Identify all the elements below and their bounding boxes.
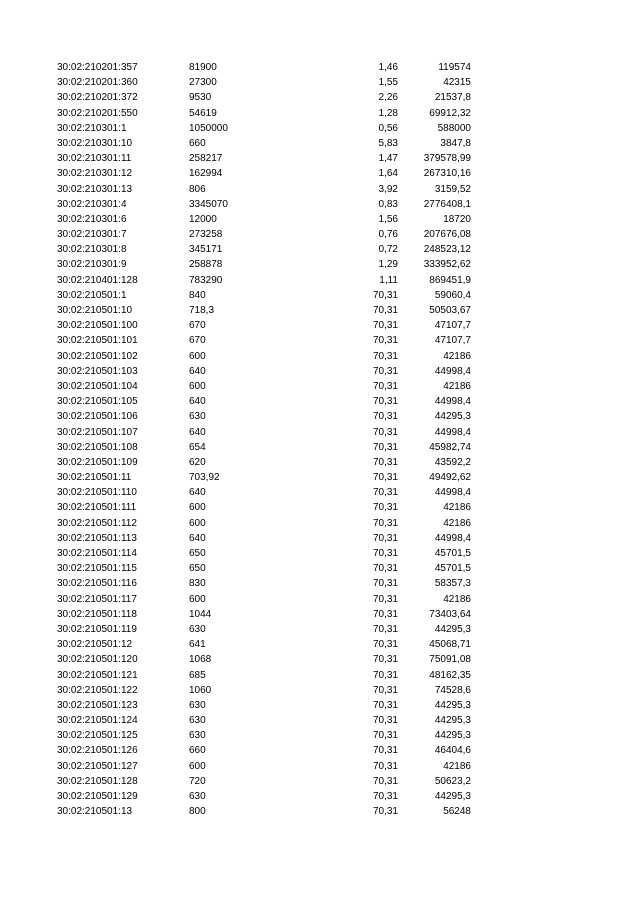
amount-cell: 59060,4: [434, 289, 471, 301]
rate-cell: 1,29: [378, 259, 398, 271]
data-table: [0, 60, 640, 819]
amount-cell: 44295,3: [434, 411, 471, 423]
cadastral-number-cell: 30:02:210201:357: [57, 62, 138, 73]
amount-cell: 50503,67: [429, 305, 471, 316]
table-row: [0, 728, 640, 743]
cadastral-number-cell: 30:02:210201:372: [57, 92, 138, 104]
quantity-cell: 685: [189, 669, 206, 681]
quantity-cell: 650: [189, 563, 206, 575]
quantity-cell: 600: [189, 517, 206, 529]
amount-cell: 42186: [443, 517, 471, 529]
table-row: [0, 500, 640, 515]
amount-cell: 47107,7: [434, 320, 471, 332]
rate-cell: 70,31: [372, 654, 398, 666]
cadastral-number-cell: 30:02:210501:13: [57, 806, 133, 818]
amount-cell: 42186: [443, 350, 471, 362]
cadastral-number-cell: 30:02:210501:129: [57, 791, 138, 802]
amount-cell: 58357,3: [434, 578, 471, 590]
quantity-cell: 630: [189, 715, 206, 727]
amount-cell: 248523,12: [423, 244, 471, 256]
quantity-cell: 670: [189, 335, 206, 347]
cadastral-number-cell: 30:02:210501:122: [57, 684, 138, 696]
table-row: [0, 789, 640, 804]
rate-cell: 70,31: [372, 320, 398, 332]
amount-cell: 44998,4: [434, 487, 471, 499]
amount-cell: 588000: [437, 122, 471, 134]
cadastral-number-cell: 30:02:210201:360: [57, 77, 138, 89]
rate-cell: 70,31: [372, 532, 398, 544]
rate-cell: 5,83: [378, 137, 398, 149]
quantity-cell: 162994: [189, 168, 223, 180]
rate-cell: 70,31: [372, 639, 398, 651]
table-row: [0, 516, 640, 531]
table-row: [0, 637, 640, 652]
cadastral-number-cell: 30:02:210501:112: [57, 517, 137, 529]
cadastral-number-cell: 30:02:210501:117: [57, 593, 137, 605]
rate-cell: 70,31: [372, 456, 398, 468]
rate-cell: 0,56: [378, 122, 398, 134]
table-row: [0, 804, 640, 819]
quantity-cell: 800: [189, 806, 206, 818]
amount-cell: 73403,64: [429, 608, 471, 620]
table-row: [0, 774, 640, 789]
table-row: [0, 166, 640, 181]
cadastral-number-cell: 30:02:210501:115: [57, 563, 137, 575]
cadastral-number-cell: 30:02:210501:127: [57, 760, 138, 772]
table-row: [0, 485, 640, 500]
quantity-cell: 258217: [189, 153, 223, 165]
cadastral-number-cell: 30:02:210301:6: [57, 213, 127, 225]
rate-cell: 70,31: [372, 502, 398, 514]
quantity-cell: 81900: [189, 62, 217, 73]
amount-cell: 3847,8: [440, 137, 471, 149]
table-row: [0, 106, 640, 121]
amount-cell: 45701,5: [434, 563, 471, 575]
cadastral-number-cell: 30:02:210501:119: [57, 623, 137, 635]
cadastral-number-cell: 30:02:210301:10: [57, 137, 133, 149]
rate-cell: 1,56: [378, 213, 398, 225]
cadastral-number-cell: 30:02:210501:103: [57, 365, 138, 377]
rate-cell: 70,31: [372, 775, 398, 787]
cadastral-number-cell: 30:02:210501:100: [57, 320, 138, 332]
quantity-cell: 1050000: [189, 122, 228, 134]
quantity-cell: 720: [189, 775, 206, 787]
rate-cell: 1,55: [378, 77, 398, 89]
cadastral-number-cell: 30:02:210501:118: [57, 608, 137, 620]
amount-cell: 75091,08: [429, 654, 471, 666]
table-row: [0, 561, 640, 576]
rate-cell: 70,31: [372, 517, 398, 529]
table-row: [0, 607, 640, 622]
amount-cell: 44998,4: [434, 365, 471, 377]
amount-cell: 44295,3: [434, 715, 471, 727]
amount-cell: 44998,4: [434, 426, 471, 438]
amount-cell: 42186: [443, 380, 471, 392]
table-row: [0, 668, 640, 683]
quantity-cell: 660: [189, 137, 206, 149]
rate-cell: 70,31: [372, 806, 398, 818]
rate-cell: 70,31: [372, 548, 398, 559]
cadastral-number-cell: 30:02:210501:110: [57, 487, 137, 499]
rate-cell: 2,26: [378, 92, 398, 104]
amount-cell: 18720: [443, 213, 471, 225]
cadastral-number-cell: 30:02:210501:1: [57, 289, 127, 301]
amount-cell: 45701,5: [434, 548, 471, 559]
cadastral-number-cell: 30:02:210501:104: [57, 380, 138, 392]
rate-cell: 70,31: [372, 487, 398, 499]
quantity-cell: 641: [189, 639, 206, 651]
amount-cell: 42186: [443, 502, 471, 514]
cadastral-number-cell: 30:02:210301:4: [57, 198, 127, 210]
cadastral-number-cell: 30:02:210501:121: [57, 669, 138, 681]
amount-cell: 43592,2: [434, 456, 471, 468]
table-row: [0, 440, 640, 455]
table-row: [0, 455, 640, 470]
rate-cell: 0,76: [378, 229, 398, 241]
cadastral-number-cell: 30:02:210501:125: [57, 730, 138, 742]
rate-cell: 70,31: [372, 563, 398, 575]
quantity-cell: 630: [189, 411, 206, 423]
quantity-cell: 345171: [189, 244, 223, 256]
cadastral-number-cell: 30:02:210501:10: [57, 305, 133, 316]
cadastral-number-cell: 30:02:210501:111: [57, 502, 137, 514]
table-row: [0, 90, 640, 105]
amount-cell: 56248: [443, 806, 471, 818]
cadastral-number-cell: 30:02:210501:123: [57, 699, 138, 711]
rate-cell: 3,92: [378, 183, 398, 195]
rate-cell: 0,72: [378, 244, 398, 256]
rate-cell: 70,31: [372, 365, 398, 377]
cadastral-number-cell: 30:02:210501:126: [57, 745, 138, 757]
amount-cell: 119574: [438, 62, 471, 73]
cadastral-number-cell: 30:02:210301:8: [57, 244, 127, 256]
table-row: [0, 197, 640, 212]
table-row: [0, 425, 640, 440]
quantity-cell: 620: [189, 456, 206, 468]
amount-cell: 333952,62: [423, 259, 471, 271]
quantity-cell: 600: [189, 502, 206, 514]
table-row: [0, 759, 640, 774]
quantity-cell: 600: [189, 760, 206, 772]
rate-cell: 70,31: [372, 411, 398, 423]
cadastral-number-cell: 30:02:210301:1: [57, 122, 127, 134]
cadastral-number-cell: 30:02:210201:550: [57, 107, 138, 119]
rate-cell: 70,31: [372, 593, 398, 605]
rate-cell: 70,31: [372, 623, 398, 635]
cadastral-number-cell: 30:02:210301:7: [57, 229, 127, 241]
quantity-cell: 654: [189, 441, 206, 453]
table-row: [0, 288, 640, 303]
amount-cell: 2776408,1: [423, 198, 471, 210]
table-row: [0, 652, 640, 667]
table-row: [0, 683, 640, 698]
rate-cell: 70,31: [372, 426, 398, 438]
amount-cell: 44295,3: [434, 730, 471, 742]
rate-cell: 70,31: [372, 396, 398, 408]
cadastral-number-cell: 30:02:210501:102: [57, 350, 138, 362]
quantity-cell: 3345070: [189, 198, 228, 210]
table-row: [0, 257, 640, 272]
amount-cell: 45982,74: [429, 441, 471, 453]
rate-cell: 70,31: [372, 745, 398, 757]
rate-cell: 1,11: [379, 274, 398, 286]
table-row: [0, 713, 640, 728]
table-row: [0, 470, 640, 485]
amount-cell: 49492,62: [429, 472, 471, 484]
rate-cell: 1,64: [378, 168, 398, 180]
cadastral-number-cell: 30:02:210501:124: [57, 715, 138, 727]
quantity-cell: 830: [189, 578, 206, 590]
cadastral-number-cell: 30:02:210501:101: [57, 335, 138, 347]
table-row: [0, 743, 640, 758]
cadastral-number-cell: 30:02:210501:105: [57, 396, 138, 408]
table-row: [0, 60, 640, 75]
amount-cell: 42186: [443, 593, 471, 605]
rate-cell: 70,31: [372, 684, 398, 696]
rate-cell: 70,31: [372, 335, 398, 347]
quantity-cell: 703,92: [189, 472, 220, 484]
cadastral-number-cell: 30:02:210501:113: [57, 532, 137, 544]
quantity-cell: 9530: [189, 92, 212, 104]
table-row: [0, 531, 640, 546]
table-row: [0, 622, 640, 637]
amount-cell: 21537,8: [434, 92, 471, 104]
quantity-cell: 273258: [189, 229, 223, 241]
rate-cell: 70,31: [372, 441, 398, 453]
amount-cell: 3159,52: [434, 183, 471, 195]
table-row: [0, 242, 640, 257]
quantity-cell: 630: [189, 730, 206, 742]
table-row: [0, 333, 640, 348]
table-row: [0, 318, 640, 333]
rate-cell: 1,28: [378, 107, 398, 119]
cadastral-number-cell: 30:02:210501:107: [57, 426, 138, 438]
amount-cell: 42186: [443, 760, 471, 772]
rate-cell: 70,31: [372, 608, 398, 620]
amount-cell: 379578,99: [423, 153, 471, 165]
quantity-cell: 640: [189, 396, 206, 408]
rate-cell: 70,31: [372, 289, 398, 301]
rate-cell: 70,31: [372, 699, 398, 711]
table-row: [0, 576, 640, 591]
quantity-cell: 258878: [189, 259, 223, 271]
quantity-cell: 630: [189, 699, 206, 711]
amount-cell: 47107,7: [434, 335, 471, 347]
table-row: [0, 394, 640, 409]
amount-cell: 69912,32: [429, 107, 471, 119]
cadastral-number-cell: 30:02:210501:12: [57, 639, 133, 651]
amount-cell: 42315: [443, 77, 471, 89]
cadastral-number-cell: 30:02:210501:128: [57, 775, 138, 787]
cadastral-number-cell: 30:02:210501:108: [57, 441, 138, 453]
amount-cell: 45068,71: [429, 639, 471, 651]
quantity-cell: 1068: [189, 654, 212, 666]
amount-cell: 48162,35: [429, 669, 471, 681]
table-row: [0, 379, 640, 394]
quantity-cell: 600: [189, 380, 206, 392]
table-row: [0, 136, 640, 151]
quantity-cell: 806: [189, 183, 206, 195]
rate-cell: 70,31: [372, 791, 398, 802]
quantity-cell: 640: [189, 365, 206, 377]
table-row: [0, 182, 640, 197]
quantity-cell: 630: [189, 791, 206, 802]
rate-cell: 70,31: [372, 669, 398, 681]
amount-cell: 46404,6: [434, 745, 471, 757]
cadastral-number-cell: 30:02:210501:116: [57, 578, 137, 590]
table-row: [0, 698, 640, 713]
quantity-cell: 54619: [189, 107, 217, 119]
quantity-cell: 640: [189, 426, 206, 438]
quantity-cell: 840: [189, 289, 206, 301]
table-row: [0, 151, 640, 166]
quantity-cell: 783290: [189, 274, 223, 286]
quantity-cell: 660: [189, 745, 206, 757]
cadastral-number-cell: 30:02:210501:11: [57, 472, 132, 484]
amount-cell: 50623,2: [434, 775, 471, 787]
cadastral-number-cell: 30:02:210301:9: [57, 259, 127, 271]
cadastral-number-cell: 30:02:210501:114: [57, 548, 137, 559]
amount-cell: 44295,3: [434, 623, 471, 635]
table-row: [0, 409, 640, 424]
cadastral-number-cell: 30:02:210501:120: [57, 654, 138, 666]
amount-cell: 44998,4: [434, 532, 471, 544]
quantity-cell: 600: [189, 593, 206, 605]
rate-cell: 70,31: [372, 760, 398, 772]
table-row: [0, 303, 640, 318]
quantity-cell: 600: [189, 350, 206, 362]
quantity-cell: 640: [189, 487, 206, 499]
quantity-cell: 630: [189, 623, 206, 635]
cadastral-number-cell: 30:02:210301:13: [57, 183, 133, 195]
quantity-cell: 12000: [189, 213, 217, 225]
amount-cell: 44295,3: [434, 791, 471, 802]
cadastral-number-cell: 30:02:210501:109: [57, 456, 138, 468]
table-row: [0, 364, 640, 379]
amount-cell: 267310,16: [423, 168, 471, 180]
table-row: [0, 546, 640, 561]
rate-cell: 70,31: [372, 715, 398, 727]
amount-cell: 44998,4: [434, 396, 471, 408]
table-row: [0, 592, 640, 607]
rate-cell: 70,31: [372, 305, 398, 316]
rate-cell: 1,47: [378, 153, 398, 165]
table-row: [0, 212, 640, 227]
rate-cell: 70,31: [372, 380, 398, 392]
quantity-cell: 718,3: [189, 305, 215, 316]
rate-cell: 70,31: [372, 472, 398, 484]
table-row: [0, 349, 640, 364]
table-row: [0, 273, 640, 288]
quantity-cell: 640: [189, 532, 206, 544]
cadastral-number-cell: 30:02:210501:106: [57, 411, 138, 423]
rate-cell: 0,83: [378, 198, 398, 210]
rate-cell: 70,31: [372, 350, 398, 362]
cadastral-number-cell: 30:02:210301:12: [57, 168, 133, 180]
quantity-cell: 650: [189, 548, 206, 559]
quantity-cell: 670: [189, 320, 206, 332]
quantity-cell: 1060: [189, 684, 212, 696]
table-row: [0, 121, 640, 136]
cadastral-number-cell: 30:02:210301:11: [57, 153, 132, 165]
cadastral-number-cell: 30:02:210401:128: [57, 274, 138, 286]
rate-cell: 70,31: [372, 730, 398, 742]
quantity-cell: 27300: [189, 77, 217, 89]
quantity-cell: 1044: [189, 608, 212, 620]
rate-cell: 70,31: [372, 578, 398, 590]
amount-cell: 44295,3: [434, 699, 471, 711]
rate-cell: 1,46: [378, 62, 398, 73]
amount-cell: 207676,08: [423, 229, 471, 241]
table-row: [0, 227, 640, 242]
table-row: [0, 75, 640, 90]
amount-cell: 869451,9: [429, 274, 471, 286]
amount-cell: 74528,6: [434, 684, 471, 696]
